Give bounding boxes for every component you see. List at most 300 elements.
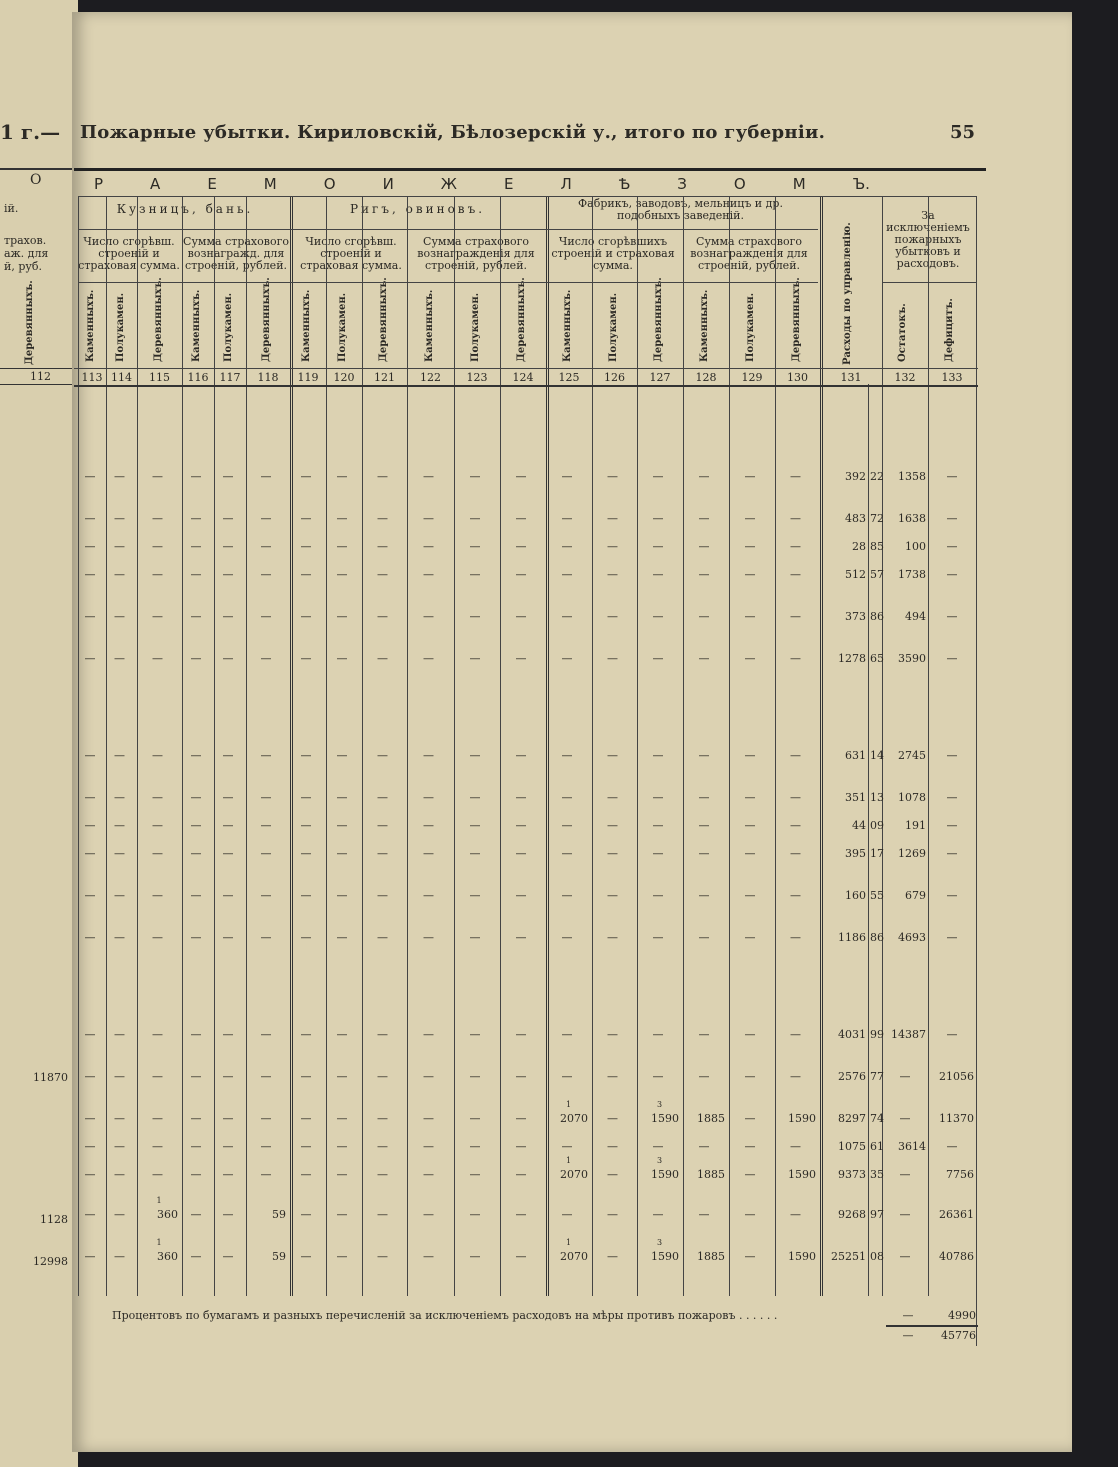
- table-cell: —: [222, 568, 234, 581]
- table-cell: —: [515, 819, 527, 832]
- sub-count-factories: Число сгорѣвшихъ строеній и страховая сумма.: [551, 235, 675, 272]
- expense-kopecks: 97: [870, 1208, 884, 1221]
- table-cell: —: [84, 512, 96, 525]
- table-cell: —: [561, 1028, 573, 1041]
- table-cell: —: [515, 568, 527, 581]
- header-deficit: Дефицитъ.: [944, 298, 955, 362]
- column-number: 126: [604, 371, 625, 384]
- table-cell: —: [652, 540, 664, 553]
- table-cell: —: [300, 568, 312, 581]
- table-cell: —: [744, 1250, 756, 1263]
- table-cell: —: [607, 889, 618, 902]
- deficit-value: 21056: [939, 1070, 974, 1083]
- row-superscript: 1: [156, 1196, 162, 1205]
- table-cell: —: [300, 512, 312, 525]
- table-cell: —: [561, 610, 573, 623]
- table-cell: —: [744, 847, 756, 860]
- remainder-value: —: [899, 1168, 911, 1181]
- table-cell: —: [790, 568, 801, 581]
- table-cell: —: [744, 1140, 756, 1153]
- column-divider: [407, 196, 408, 1296]
- subcol-label: Полукамен.: [470, 292, 481, 362]
- column-divider: [637, 196, 638, 1296]
- column-divider: [78, 196, 79, 1296]
- table-cell: —: [607, 1168, 618, 1181]
- remainder-value: 1269: [898, 847, 926, 860]
- table-cell: —: [114, 568, 125, 581]
- table-cell: —: [336, 540, 348, 553]
- table-cell: —: [84, 568, 96, 581]
- deficit-value: —: [946, 889, 958, 902]
- subcol-label: Деревянныхъ.: [152, 277, 164, 362]
- deficit-value: 7756: [946, 1168, 974, 1181]
- table-cell: —: [190, 889, 202, 902]
- table-cell: —: [336, 1112, 348, 1125]
- column-number: 118: [257, 371, 279, 384]
- table-cell: —: [336, 512, 348, 525]
- table-cell: —: [561, 1208, 573, 1221]
- table-cell: —: [84, 1140, 96, 1153]
- table-cell: —: [515, 1250, 527, 1263]
- column-divider: [290, 196, 293, 1296]
- table-cell: —: [607, 1070, 618, 1083]
- subcol-label: Полукамен.: [223, 292, 234, 362]
- table-cell: —: [744, 931, 756, 944]
- table-cell: —: [652, 470, 664, 483]
- table-cell: —: [607, 512, 618, 525]
- header-rule: [74, 168, 986, 171]
- table-cell: —: [114, 889, 125, 902]
- table-cell: —: [84, 610, 96, 623]
- table-cell: —: [652, 1140, 664, 1153]
- table-cell: —: [260, 470, 272, 483]
- sub-sum-barns: Сумма страхового вознагражденія для строеній, рублей.: [417, 235, 535, 272]
- table-cell: —: [469, 1208, 481, 1221]
- column-divider: [246, 196, 247, 1296]
- table-cell: —: [744, 1028, 756, 1041]
- table-cell: —: [698, 847, 710, 860]
- expense-rubles: 160: [845, 889, 866, 902]
- table-cell: —: [423, 749, 434, 762]
- column-divider: [214, 196, 215, 1296]
- table-cell: —: [377, 847, 388, 860]
- table-cell: —: [152, 931, 163, 944]
- table-cell: —: [469, 847, 481, 860]
- table-cell: —: [152, 819, 163, 832]
- subcol-label: Каменныхъ.: [301, 289, 312, 362]
- table-cell: —: [652, 652, 664, 665]
- remainder-value: 494: [905, 610, 926, 623]
- footer-total-ost: —: [902, 1329, 914, 1342]
- table-cell: —: [790, 512, 801, 525]
- column-divider: [820, 196, 823, 1296]
- sub-count-barns: Число сгорѣвш. строеній и страховая сумма.: [300, 235, 402, 272]
- left-line-1: [0, 368, 78, 369]
- table-cell: —: [652, 1070, 664, 1083]
- table-cell: —: [515, 1112, 527, 1125]
- table-cell: —: [300, 889, 312, 902]
- table-cell: —: [260, 1140, 272, 1153]
- column-number: 116: [187, 371, 209, 384]
- table-cell: —: [114, 512, 125, 525]
- table-cell: —: [300, 847, 312, 860]
- expense-rubles: 392: [845, 470, 866, 483]
- table-cell: —: [222, 610, 234, 623]
- band-letter: Ъ.: [852, 175, 870, 193]
- table-cell: —: [561, 791, 573, 804]
- table-cell: —: [300, 1168, 312, 1181]
- column-divider: [729, 196, 730, 1296]
- table-cell: —: [222, 749, 234, 762]
- deficit-value: —: [946, 749, 958, 762]
- band-letter: И: [382, 175, 394, 193]
- table-cell: 1885: [697, 1168, 725, 1181]
- table-cell: —: [652, 512, 664, 525]
- table-cell: —: [423, 791, 434, 804]
- left-caption-4: й, руб.: [4, 260, 42, 273]
- table-cell: —: [336, 1140, 348, 1153]
- table-cell: —: [336, 1208, 348, 1221]
- table-cell: —: [222, 1112, 234, 1125]
- table-cell: —: [377, 540, 388, 553]
- column-number: 119: [297, 371, 319, 384]
- table-cell: —: [790, 1208, 801, 1221]
- table-cell: —: [469, 889, 481, 902]
- table-cell: —: [652, 819, 664, 832]
- table-cell: —: [152, 568, 163, 581]
- band-letter: З: [677, 175, 687, 193]
- table-cell: —: [377, 1028, 388, 1041]
- row-superscript: 1: [566, 1100, 572, 1109]
- table-cell: —: [190, 568, 202, 581]
- table-cell: —: [114, 470, 125, 483]
- table-cell: —: [469, 1168, 481, 1181]
- table-cell: —: [652, 610, 664, 623]
- table-cell: —: [152, 749, 163, 762]
- column-number: 125: [558, 371, 580, 384]
- remainder-value: 1738: [898, 568, 926, 581]
- table-cell: —: [698, 1070, 710, 1083]
- table-cell: —: [423, 1250, 434, 1263]
- remainder-value: 191: [905, 819, 926, 832]
- table-cell: —: [152, 1168, 163, 1181]
- table-cell: —: [790, 819, 801, 832]
- table-cell: —: [607, 568, 618, 581]
- table-cell: —: [84, 1112, 96, 1125]
- table-cell: —: [469, 1028, 481, 1041]
- table-cell: —: [190, 931, 202, 944]
- deficit-value: —: [946, 931, 958, 944]
- table-cell: —: [607, 819, 618, 832]
- table-cell: —: [84, 1028, 96, 1041]
- table-cell: —: [607, 1250, 618, 1263]
- table-cell: —: [423, 889, 434, 902]
- table-cell: —: [300, 652, 312, 665]
- expense-rubles: 1075: [838, 1140, 866, 1153]
- table-cell: 1590: [651, 1112, 679, 1125]
- table-cell: —: [515, 1028, 527, 1041]
- table-cell: —: [469, 1070, 481, 1083]
- deficit-value: —: [946, 791, 958, 804]
- footer-total-rule: [886, 1325, 978, 1327]
- deficit-value: —: [946, 847, 958, 860]
- table-cell: —: [336, 749, 348, 762]
- table-cell: —: [744, 568, 756, 581]
- remainder-value: —: [899, 1112, 911, 1125]
- table-cell: —: [469, 931, 481, 944]
- table-cell: —: [84, 1208, 96, 1221]
- table-cell: —: [222, 791, 234, 804]
- table-cell: —: [515, 1208, 527, 1221]
- table-cell: —: [377, 791, 388, 804]
- subcol-label: Полукамен.: [607, 292, 619, 362]
- subcol-label: Полукамен.: [337, 292, 348, 362]
- table-cell: —: [698, 540, 710, 553]
- table-cell: —: [377, 819, 388, 832]
- table-cell: —: [652, 791, 664, 804]
- table-cell: —: [336, 1168, 348, 1181]
- row-superscript: 1: [156, 1238, 162, 1247]
- table-cell: —: [423, 1028, 434, 1041]
- expense-kopecks: 74: [870, 1112, 884, 1125]
- table-cell: —: [260, 1028, 272, 1041]
- table-cell: —: [84, 1250, 96, 1263]
- footer-value: 4990: [948, 1309, 976, 1322]
- row-superscript: 1: [566, 1238, 572, 1247]
- table-cell: —: [336, 652, 348, 665]
- table-cell: —: [152, 540, 163, 553]
- row-superscript: 1: [566, 1156, 572, 1165]
- table-cell: —: [222, 1070, 234, 1083]
- table-cell: —: [114, 819, 125, 832]
- table-cell: —: [260, 889, 272, 902]
- expense-kopecks: 17: [870, 847, 884, 860]
- left-page-value: 11870: [33, 1071, 68, 1084]
- table-cell: —: [698, 1028, 710, 1041]
- table-cell: —: [515, 512, 527, 525]
- table-cell: —: [114, 749, 125, 762]
- column-number: 128: [695, 371, 717, 384]
- expense-kopecks: 77: [870, 1070, 884, 1083]
- table-cell: —: [114, 1208, 125, 1221]
- table-cell: —: [698, 610, 710, 623]
- table-cell: —: [336, 931, 348, 944]
- table-cell: —: [744, 889, 756, 902]
- column-number: 129: [741, 371, 763, 384]
- table-cell: —: [790, 889, 801, 902]
- expense-rubles: 2576: [838, 1070, 866, 1083]
- table-cell: —: [423, 540, 434, 553]
- table-cell: —: [744, 1208, 756, 1221]
- header-line: [78, 196, 976, 197]
- table-cell: —: [515, 1140, 527, 1153]
- table-cell: —: [515, 1070, 527, 1083]
- table-cell: 1590: [651, 1168, 679, 1181]
- table-cell: —: [515, 931, 527, 944]
- remainder-value: 1078: [898, 791, 926, 804]
- table-cell: —: [698, 791, 710, 804]
- table-cell: —: [698, 749, 710, 762]
- table-cell: 1590: [651, 1250, 679, 1263]
- table-cell: —: [744, 819, 756, 832]
- table-cell: —: [222, 847, 234, 860]
- table-cell: —: [152, 470, 163, 483]
- remainder-value: 3614: [898, 1140, 926, 1153]
- left-vertical-label: Деревянныхъ.: [24, 280, 35, 365]
- table-cell: 360: [157, 1250, 178, 1263]
- table-cell: —: [423, 1112, 434, 1125]
- footer-note: Процентовъ по бумагамъ и разныхъ перечисленій за исключеніемъ расходовъ на мѣры противъ пожаровъ . . . . . .: [112, 1309, 778, 1322]
- left-col-number: 112: [30, 370, 51, 383]
- expense-kopecks: 72: [870, 512, 884, 525]
- table-cell: —: [300, 1028, 312, 1041]
- column-divider: [182, 196, 183, 1296]
- remainder-value: —: [899, 1070, 911, 1083]
- table-cell: —: [652, 931, 664, 944]
- table-cell: —: [114, 652, 125, 665]
- table-cell: —: [190, 791, 202, 804]
- table-cell: —: [423, 652, 434, 665]
- table-cell: —: [152, 1112, 163, 1125]
- table-cell: —: [561, 819, 573, 832]
- table-cell: —: [222, 1140, 234, 1153]
- expense-kopecks: 86: [870, 610, 884, 623]
- table-cell: —: [222, 1250, 234, 1263]
- table-cell: —: [469, 1250, 481, 1263]
- remainder-value: —: [899, 1250, 911, 1263]
- table-cell: —: [114, 931, 125, 944]
- table-cell: —: [260, 791, 272, 804]
- table-cell: —: [744, 540, 756, 553]
- table-cell: —: [607, 470, 618, 483]
- column-number: 113: [81, 371, 103, 384]
- table-cell: 1885: [697, 1250, 725, 1263]
- table-cell: —: [377, 470, 388, 483]
- left-page-edge: [0, 0, 78, 1467]
- band-letter: Р: [94, 175, 104, 193]
- remainder-value: 1638: [898, 512, 926, 525]
- table-cell: —: [652, 847, 664, 860]
- column-divider: [137, 196, 138, 1296]
- table-cell: —: [377, 1250, 388, 1263]
- table-cell: —: [190, 749, 202, 762]
- subcol-label: Каменныхъ.: [191, 289, 202, 362]
- table-cell: —: [190, 1168, 202, 1181]
- subcol-label: Деревянныхъ.: [261, 277, 272, 362]
- table-cell: —: [469, 568, 481, 581]
- column-number: 124: [512, 371, 534, 384]
- table-cell: —: [469, 749, 481, 762]
- table-cell: —: [300, 931, 312, 944]
- table-cell: —: [114, 1140, 125, 1153]
- table-cell: —: [222, 512, 234, 525]
- table-cell: —: [607, 791, 618, 804]
- column-divider: [326, 196, 327, 1296]
- table-cell: —: [698, 931, 710, 944]
- table-cell: —: [652, 889, 664, 902]
- table-cell: —: [790, 749, 801, 762]
- table-cell: —: [469, 819, 481, 832]
- table-cell: —: [114, 1112, 125, 1125]
- band-letter: О: [323, 175, 336, 193]
- table-cell: —: [84, 889, 96, 902]
- band-letter: О: [733, 175, 746, 193]
- table-cell: —: [469, 1140, 481, 1153]
- table-cell: —: [790, 540, 801, 553]
- table-cell: —: [260, 749, 272, 762]
- table-cell: —: [260, 610, 272, 623]
- remainder-value: 4693: [898, 931, 926, 944]
- table-cell: —: [790, 1140, 801, 1153]
- remainder-value: 679: [905, 889, 926, 902]
- expense-kopecks: 85: [870, 540, 884, 553]
- table-cell: —: [336, 1070, 348, 1083]
- table-cell: —: [744, 610, 756, 623]
- table-cell: —: [423, 847, 434, 860]
- table-cell: —: [300, 1208, 312, 1221]
- table-cell: —: [515, 749, 527, 762]
- table-cell: —: [423, 470, 434, 483]
- table-cell: —: [561, 568, 573, 581]
- column-number: 120: [333, 371, 355, 384]
- column-divider: [882, 196, 883, 1296]
- table-cell: —: [260, 540, 272, 553]
- table-cell: 1590: [788, 1250, 816, 1263]
- table-cell: —: [469, 652, 481, 665]
- table-cell: —: [561, 847, 573, 860]
- table-cell: —: [377, 749, 388, 762]
- table-cell: —: [469, 610, 481, 623]
- deficit-value: —: [946, 819, 958, 832]
- table-cell: —: [377, 1168, 388, 1181]
- expense-kopecks: 99: [870, 1028, 884, 1041]
- table-cell: —: [515, 470, 527, 483]
- table-cell: —: [152, 610, 163, 623]
- table-cell: —: [152, 1140, 163, 1153]
- deficit-value: —: [946, 568, 958, 581]
- table-cell: —: [190, 610, 202, 623]
- table-cell: —: [790, 1028, 801, 1041]
- table-cell: —: [561, 889, 573, 902]
- table-cell: —: [152, 791, 163, 804]
- table-cell: —: [515, 652, 527, 665]
- table-cell: —: [652, 568, 664, 581]
- left-band-letter: О: [30, 172, 42, 188]
- table-cell: —: [469, 791, 481, 804]
- table-cell: —: [260, 568, 272, 581]
- table-cell: —: [469, 540, 481, 553]
- table-cell: —: [423, 931, 434, 944]
- table-cell: —: [300, 1250, 312, 1263]
- subcol-label: Полукамен.: [745, 292, 756, 362]
- table-cell: —: [190, 1028, 202, 1041]
- table-cell: —: [190, 470, 202, 483]
- table-cell: —: [114, 847, 125, 860]
- table-cell: —: [114, 1070, 125, 1083]
- table-cell: —: [114, 540, 125, 553]
- table-cell: —: [515, 791, 527, 804]
- table-cell: —: [300, 1140, 312, 1153]
- table-cell: —: [790, 652, 801, 665]
- deficit-value: 26361: [939, 1208, 974, 1221]
- table-cell: —: [190, 1140, 202, 1153]
- table-cell: 59: [272, 1208, 286, 1221]
- table-cell: 1590: [788, 1168, 816, 1181]
- table-cell: —: [300, 1112, 312, 1125]
- table-cell: —: [84, 470, 96, 483]
- table-cell: —: [222, 540, 234, 553]
- expense-rubles: 9373: [838, 1168, 866, 1181]
